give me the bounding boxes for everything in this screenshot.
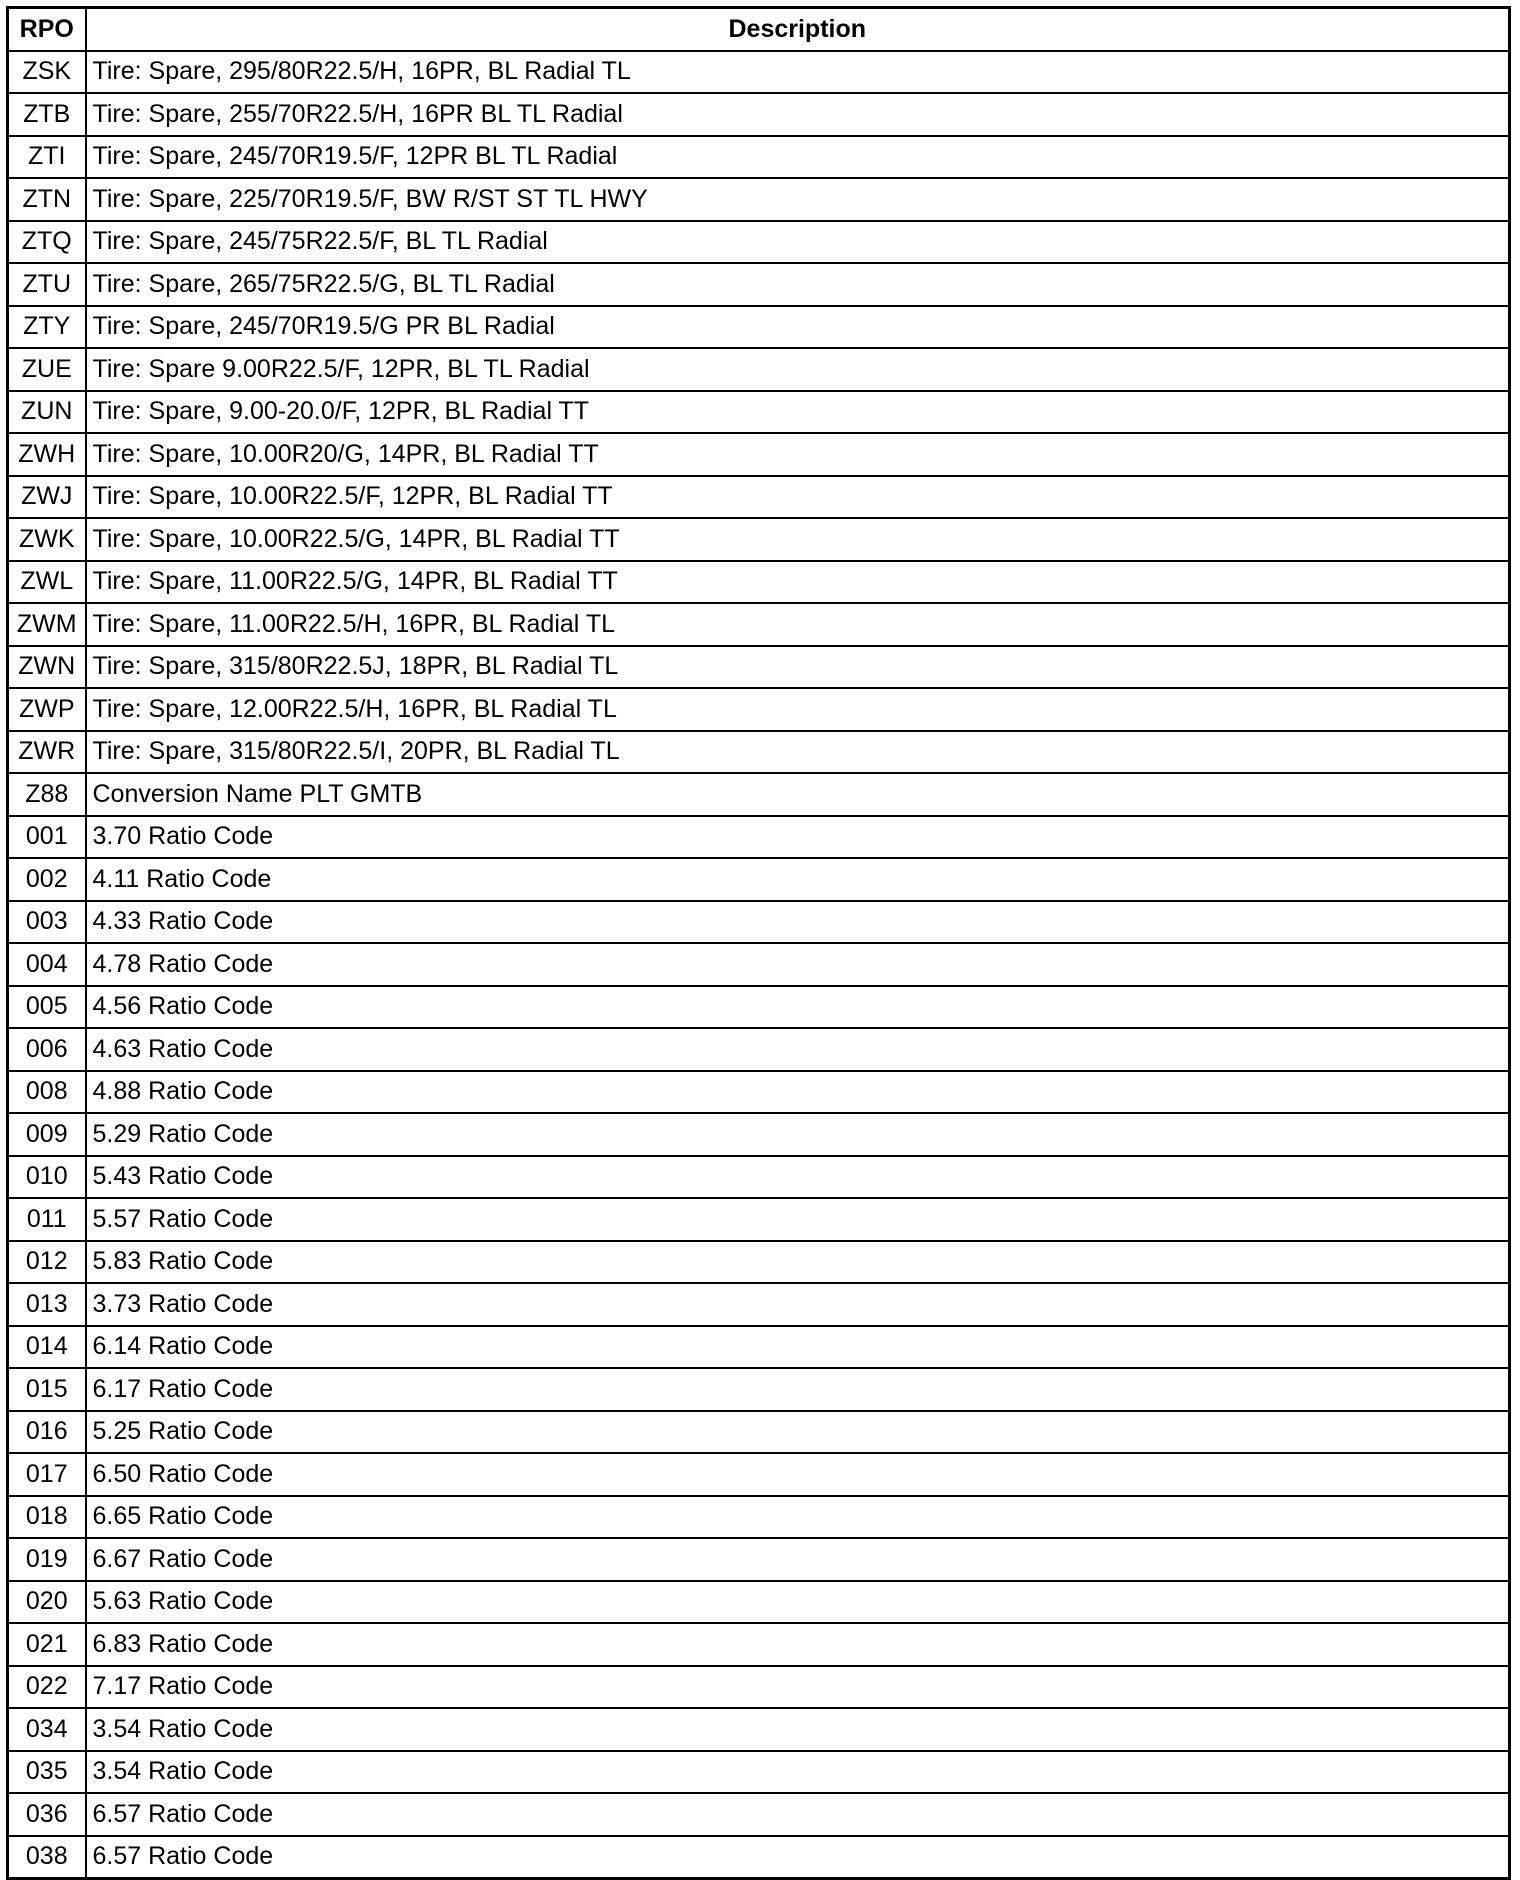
description-cell: 5.25 Ratio Code: [86, 1411, 1510, 1454]
table-row: [8, 1156, 1510, 1199]
rpo-code-cell: 016: [8, 1411, 86, 1454]
description-cell: 5.63 Ratio Code: [86, 1581, 1510, 1624]
rpo-code-cell: 038: [8, 1836, 86, 1879]
table-row: [8, 1028, 1510, 1071]
rpo-code-cell: Z88: [8, 773, 86, 816]
table-row: [8, 263, 1510, 306]
rpo-code-cell: 011: [8, 1198, 86, 1241]
rpo-code-cell: ZSK: [8, 51, 86, 94]
description-cell: 5.29 Ratio Code: [86, 1113, 1510, 1156]
description-cell: Conversion Name PLT GMTB: [86, 773, 1510, 816]
table-row: [8, 1836, 1510, 1879]
description-cell: Tire: Spare, 295/80R22.5/H, 16PR, BL Radial TL: [86, 51, 1510, 94]
table-row: [8, 561, 1510, 604]
description-cell: Tire: Spare, 315/80R22.5/I, 20PR, BL Radial TL: [86, 731, 1510, 774]
rpo-code-cell: ZTY: [8, 306, 86, 349]
rpo-code-cell: 014: [8, 1326, 86, 1369]
rpo-code-cell: ZWR: [8, 731, 86, 774]
description-cell: 4.11 Ratio Code: [86, 858, 1510, 901]
table-row: [8, 1751, 1510, 1794]
description-cell: Tire: Spare, 315/80R22.5J, 18PR, BL Radial TL: [86, 646, 1510, 689]
rpo-code-cell: 004: [8, 943, 86, 986]
rpo-code-cell: ZTQ: [8, 221, 86, 264]
table-row: [8, 1198, 1510, 1241]
description-cell: 3.70 Ratio Code: [86, 816, 1510, 859]
rpo-code-cell: 021: [8, 1623, 86, 1666]
rpo-code-cell: ZUE: [8, 348, 86, 391]
table-row: [8, 1071, 1510, 1114]
description-cell: 4.56 Ratio Code: [86, 986, 1510, 1029]
description-cell: Tire: Spare, 11.00R22.5/H, 16PR, BL Radial TL: [86, 603, 1510, 646]
description-cell: 4.33 Ratio Code: [86, 901, 1510, 944]
rpo-code-cell: ZTN: [8, 178, 86, 221]
table-row: [8, 221, 1510, 264]
description-cell: 6.83 Ratio Code: [86, 1623, 1510, 1666]
description-cell: 3.54 Ratio Code: [86, 1708, 1510, 1751]
description-cell: 7.17 Ratio Code: [86, 1666, 1510, 1709]
description-cell: 6.17 Ratio Code: [86, 1368, 1510, 1411]
rpo-code-cell: ZWJ: [8, 476, 86, 519]
table-row: [8, 603, 1510, 646]
table-row: [8, 178, 1510, 221]
rpo-code-cell: 003: [8, 901, 86, 944]
rpo-code-cell: ZTB: [8, 93, 86, 136]
description-cell: 3.73 Ratio Code: [86, 1283, 1510, 1326]
description-cell: 6.67 Ratio Code: [86, 1538, 1510, 1581]
description-cell: 4.63 Ratio Code: [86, 1028, 1510, 1071]
description-cell: Tire: Spare, 255/70R22.5/H, 16PR BL TL Radial: [86, 93, 1510, 136]
table-row: [8, 136, 1510, 179]
table-row: [8, 1666, 1510, 1709]
table-row: [8, 986, 1510, 1029]
table-row: [8, 1113, 1510, 1156]
table-row: [8, 518, 1510, 561]
rpo-code-cell: 022: [8, 1666, 86, 1709]
rpo-code-cell: 036: [8, 1793, 86, 1836]
rpo-code-cell: 006: [8, 1028, 86, 1071]
description-cell: 4.78 Ratio Code: [86, 943, 1510, 986]
description-cell: 6.57 Ratio Code: [86, 1793, 1510, 1836]
rpo-code-cell: 034: [8, 1708, 86, 1751]
table-row: [8, 1581, 1510, 1624]
table-row: [8, 688, 1510, 731]
description-cell: 6.57 Ratio Code: [86, 1836, 1510, 1879]
description-cell: Tire: Spare, 245/70R19.5/G PR BL Radial: [86, 306, 1510, 349]
table-row: [8, 901, 1510, 944]
description-cell: Tire: Spare, 10.00R20/G, 14PR, BL Radial TT: [86, 433, 1510, 476]
table-row: [8, 1453, 1510, 1496]
rpo-table: [6, 6, 1511, 1880]
column-header-rpo: RPO: [8, 8, 86, 51]
table-row: [8, 731, 1510, 774]
table-row: [8, 306, 1510, 349]
description-cell: Tire: Spare, 12.00R22.5/H, 16PR, BL Radial TL: [86, 688, 1510, 731]
rpo-code-cell: ZUN: [8, 391, 86, 434]
description-cell: 4.88 Ratio Code: [86, 1071, 1510, 1114]
description-cell: 6.50 Ratio Code: [86, 1453, 1510, 1496]
description-cell: 6.65 Ratio Code: [86, 1496, 1510, 1539]
rpo-code-cell: 019: [8, 1538, 86, 1581]
rpo-code-cell: 020: [8, 1581, 86, 1624]
description-cell: 5.43 Ratio Code: [86, 1156, 1510, 1199]
rpo-code-cell: ZWM: [8, 603, 86, 646]
rpo-code-cell: 010: [8, 1156, 86, 1199]
rpo-code-cell: ZTI: [8, 136, 86, 179]
description-cell: Tire: Spare, 265/75R22.5/G, BL TL Radial: [86, 263, 1510, 306]
rpo-code-cell: 013: [8, 1283, 86, 1326]
rpo-code-cell: 009: [8, 1113, 86, 1156]
rpo-code-cell: ZWH: [8, 433, 86, 476]
table-row: [8, 773, 1510, 816]
rpo-code-cell: ZWK: [8, 518, 86, 561]
description-cell: Tire: Spare, 245/70R19.5/F, 12PR BL TL Radial: [86, 136, 1510, 179]
description-cell: 5.83 Ratio Code: [86, 1241, 1510, 1284]
table-row: [8, 476, 1510, 519]
table-header-row: [8, 8, 1510, 51]
description-cell: Tire: Spare, 10.00R22.5/F, 12PR, BL Radial TT: [86, 476, 1510, 519]
table-row: [8, 391, 1510, 434]
rpo-code-cell: 035: [8, 1751, 86, 1794]
table-row: [8, 348, 1510, 391]
description-cell: Tire: Spare 9.00R22.5/F, 12PR, BL TL Radial: [86, 348, 1510, 391]
rpo-code-cell: 015: [8, 1368, 86, 1411]
table-row: [8, 93, 1510, 136]
table-row: [8, 1411, 1510, 1454]
table-row: [8, 51, 1510, 94]
description-cell: Tire: Spare, 225/70R19.5/F, BW R/ST ST TL HWY: [86, 178, 1510, 221]
table-row: [8, 1708, 1510, 1751]
table-row: [8, 1793, 1510, 1836]
rpo-code-cell: 008: [8, 1071, 86, 1114]
table-row: [8, 1326, 1510, 1369]
rpo-code-cell: 005: [8, 986, 86, 1029]
rpo-code-cell: ZWP: [8, 688, 86, 731]
description-cell: Tire: Spare, 245/75R22.5/F, BL TL Radial: [86, 221, 1510, 264]
rpo-code-cell: 012: [8, 1241, 86, 1284]
rpo-code-cell: ZTU: [8, 263, 86, 306]
table-row: [8, 1538, 1510, 1581]
table-row: [8, 943, 1510, 986]
description-cell: 5.57 Ratio Code: [86, 1198, 1510, 1241]
rpo-code-cell: 017: [8, 1453, 86, 1496]
column-header-description: Description: [86, 8, 1510, 51]
table-row: [8, 1283, 1510, 1326]
rpo-code-cell: 002: [8, 858, 86, 901]
description-cell: 3.54 Ratio Code: [86, 1751, 1510, 1794]
table-row: [8, 858, 1510, 901]
table-row: [8, 1496, 1510, 1539]
table-row: [8, 646, 1510, 689]
description-cell: Tire: Spare, 11.00R22.5/G, 14PR, BL Radial TT: [86, 561, 1510, 604]
table-row: [8, 1368, 1510, 1411]
rpo-code-cell: ZWN: [8, 646, 86, 689]
description-cell: Tire: Spare, 9.00-20.0/F, 12PR, BL Radial TT: [86, 391, 1510, 434]
table-row: [8, 1623, 1510, 1666]
description-cell: 6.14 Ratio Code: [86, 1326, 1510, 1369]
table-body: [8, 51, 1510, 1879]
table-row: [8, 1241, 1510, 1284]
description-cell: Tire: Spare, 10.00R22.5/G, 14PR, BL Radial TT: [86, 518, 1510, 561]
rpo-code-cell: 001: [8, 816, 86, 859]
table-row: [8, 433, 1510, 476]
rpo-code-cell: ZWL: [8, 561, 86, 604]
rpo-code-cell: 018: [8, 1496, 86, 1539]
table-row: [8, 816, 1510, 859]
